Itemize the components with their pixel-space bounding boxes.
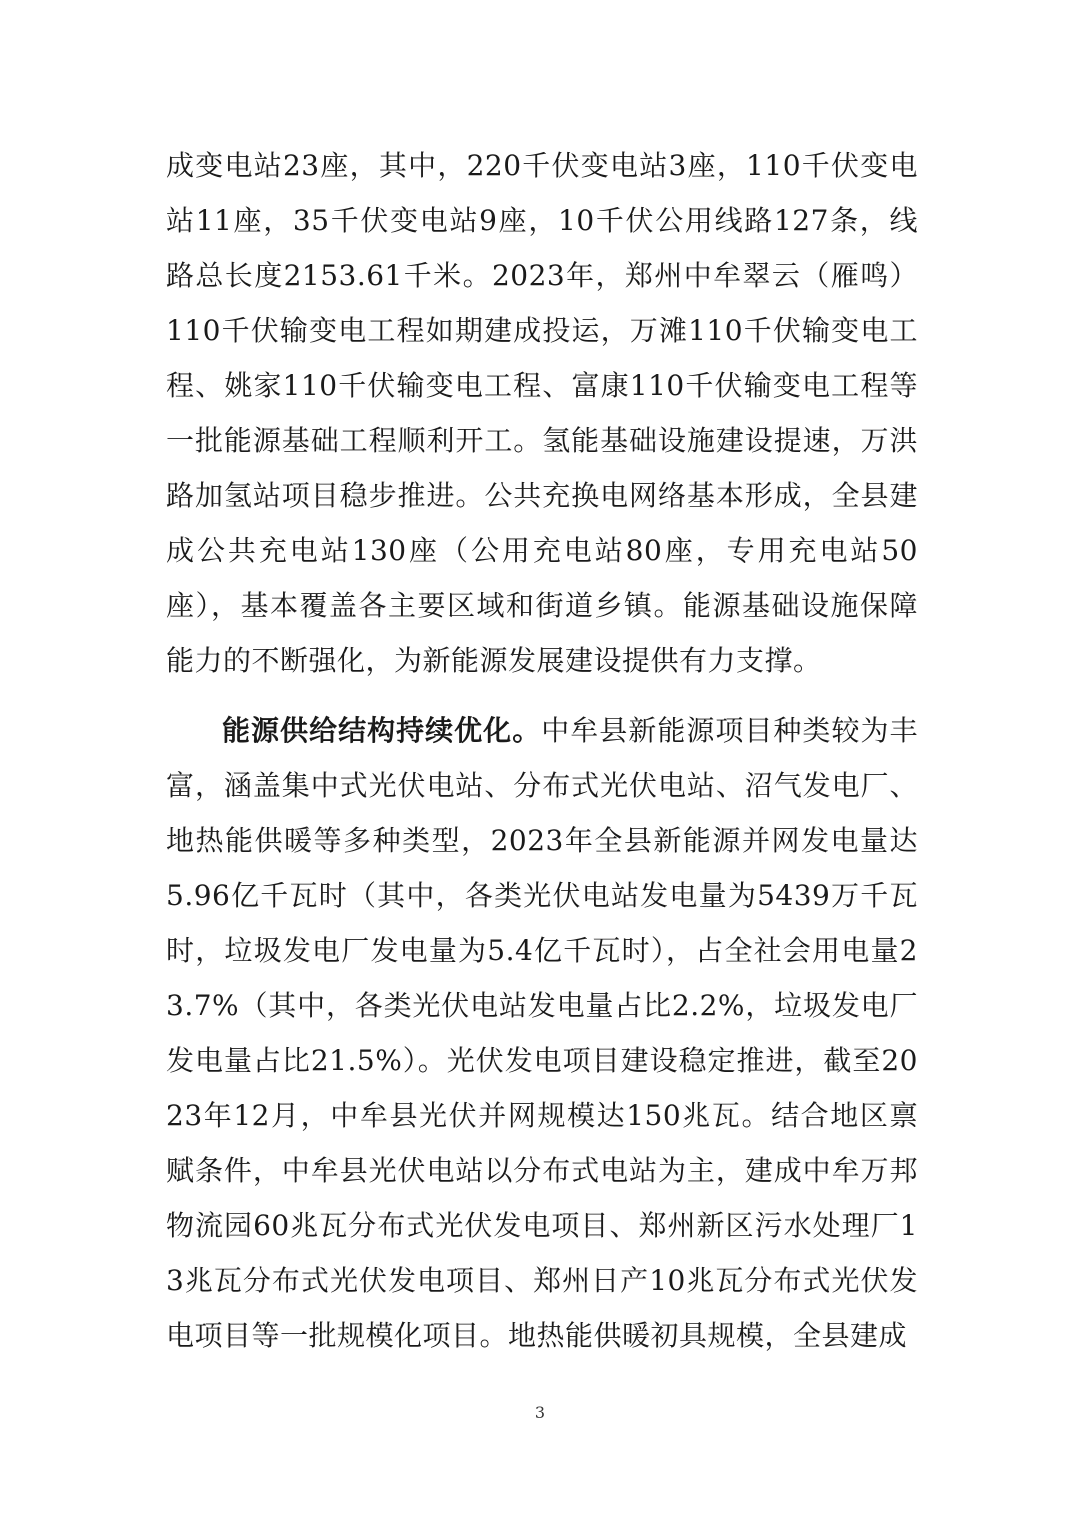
paragraph-1-text: 成变电站23座，其中，220千伏变电站3座，110千伏变电站11座，35千伏变电站9座，10千伏公用线路127条，线路总长度2153.61千米。2023年，郑州中牟翠云（雁鸣）110千伏输变电工程如期建成投运，万滩110千伏输变电工程、姚家110千伏输变电工程、富康110千伏输变电工程等一批能源基础工程顺利开工。氢能基础设施建设提速，万洪路加氢站项目稳步推进。公共充换电网络基本形成，全县建成公共充电站130座（公用充电站80座，专用充电站50座），基本覆盖各主要区域和街道乡镇。能源基础设施保障能力的不断强化，为新能源发展建设提供有力支撑。 <box>166 149 918 677</box>
body-text <box>166 138 918 1363</box>
paragraph-2-text: 中牟县新能源项目种类较为丰富，涵盖集中式光伏电站、分布式光伏电站、沼气发电厂、地热能供暖等多种类型，2023年全县新能源并网发电量达5.96亿千瓦时（其中，各类光伏电站发电量为5439万千瓦时，垃圾发电厂发电量为5.4亿千瓦时），占全社会用电量23.7%（其中，各类光伏电站发电量占比2.2%，垃圾发电厂发电量占比21.5%）。光伏发电项目建设稳定推进，截至2023年12月，中牟县光伏并网规模达150兆瓦。结合地区禀赋条件，中牟县光伏电站以分布式电站为主，建成中牟万邦物流园60兆瓦分布式光伏发电项目、郑州新区污水处理厂13兆瓦分布式光伏发电项目、郑州日产10兆瓦分布式光伏发电项目等一批规模化项目。地热能供暖初具规模，全县建成 <box>166 714 918 1352</box>
paragraph-2 <box>166 703 918 1363</box>
page-number: 3 <box>534 1403 546 1422</box>
paragraph-2-lead: 能源供给结构持续优化。 <box>222 714 542 747</box>
paragraph-1 <box>166 138 918 688</box>
